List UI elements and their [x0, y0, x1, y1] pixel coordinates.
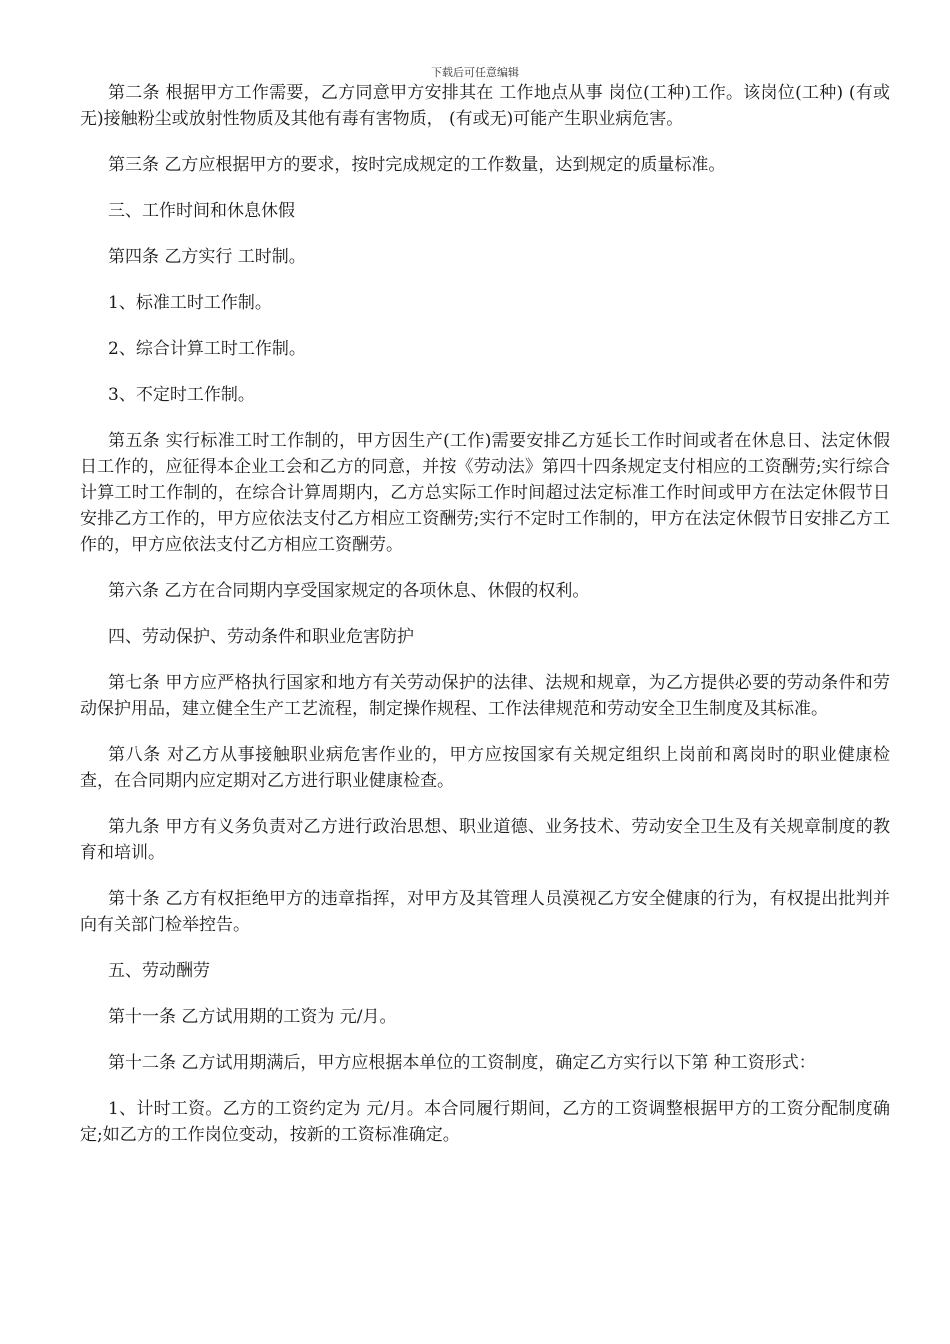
paragraph-article-8: 第八条 对乙方从事接触职业病危害作业的，甲方应按国家有关规定组织上岗前和离岗时的职业健康检查，在合同期内应定期对乙方进行职业健康检查。: [80, 745, 890, 791]
paragraph-article-6: 第六条 乙方在合同期内享受国家规定的各项休息、休假的权利。: [108, 581, 590, 601]
paragraph-article-10: 第十条 乙方有权拒绝甲方的违章指挥，对甲方及其管理人员漠视乙方安全健康的行为，有权提出批判并向有关部门检举控告。: [80, 889, 890, 935]
header-note: 下载后可任意编辑: [431, 66, 519, 79]
paragraph-article-2: 第二条 根据甲方工作需要，乙方同意甲方安排其在 工作地点从事 岗位(工种)工作。该岗位(工种) (有或无)接触粉尘或放射性物质及其他有毒有害物质， (有或无)可能产生职业病危害。: [80, 83, 890, 129]
paragraph-article-4: 第四条 乙方实行 工时制。: [108, 247, 306, 267]
section-heading-5: 五、劳动酬劳: [108, 961, 210, 981]
list-item-3: 3、不定时工作制。: [108, 385, 255, 405]
paragraph-article-12: 第十二条 乙方试用期满后，甲方应根据本单位的工资制度，确定乙方实行以下第 种工资形式：: [108, 1053, 816, 1073]
paragraph-article-5: 第五条 实行标准工时工作制的，甲方因生产(工作)需要安排乙方延长工作时间或者在休息日、法定休假日工作的，应征得本企业工会和乙方的同意，并按《劳动法》第四十四条规定支付相应的工资酬劳;实行综合计算工时工作制的，在综合计算周期内，乙方总实际工作时间超过法定标准工作时间或甲方在法定休假节日安排乙方工作的，甲方应依法支付乙方相应工资酬劳;实行不定时工作制的，甲方在法定休假节日安排乙方工作的，甲方应依法支付乙方相应工资酬劳。: [80, 431, 890, 555]
paragraph-article-11: 第十一条 乙方试用期的工资为 元/月。: [108, 1007, 397, 1027]
list-item-1: 1、标准工时工作制。: [108, 293, 272, 313]
section-heading-4: 四、劳动保护、劳动条件和职业危害防护: [108, 627, 414, 647]
list-item-wage-1: 1、计时工资。乙方的工资约定为 元/月。本合同履行期间，乙方的工资调整根据甲方的工资分配制度确定;如乙方的工作岗位变动，按新的工资标准确定。: [80, 1099, 890, 1145]
paragraph-article-7: 第七条 甲方应严格执行国家和地方有关劳动保护的法律、法规和规章，为乙方提供必要的劳动条件和劳动保护用品，建立健全生产工艺流程，制定操作规程、工作法律规范和劳动安全卫生制度及其标准。: [80, 673, 890, 719]
paragraph-article-3: 第三条 乙方应根据甲方的要求，按时完成规定的工作数量，达到规定的质量标准。: [108, 155, 726, 175]
section-heading-3: 三、工作时间和休息休假: [108, 201, 295, 221]
document-body: [80, 80, 890, 1168]
paragraph-article-9: 第九条 甲方有义务负责对乙方进行政治思想、职业道德、业务技术、劳动安全卫生及有关规章制度的教育和培训。: [80, 817, 890, 863]
list-item-2: 2、综合计算工时工作制。: [108, 339, 306, 359]
